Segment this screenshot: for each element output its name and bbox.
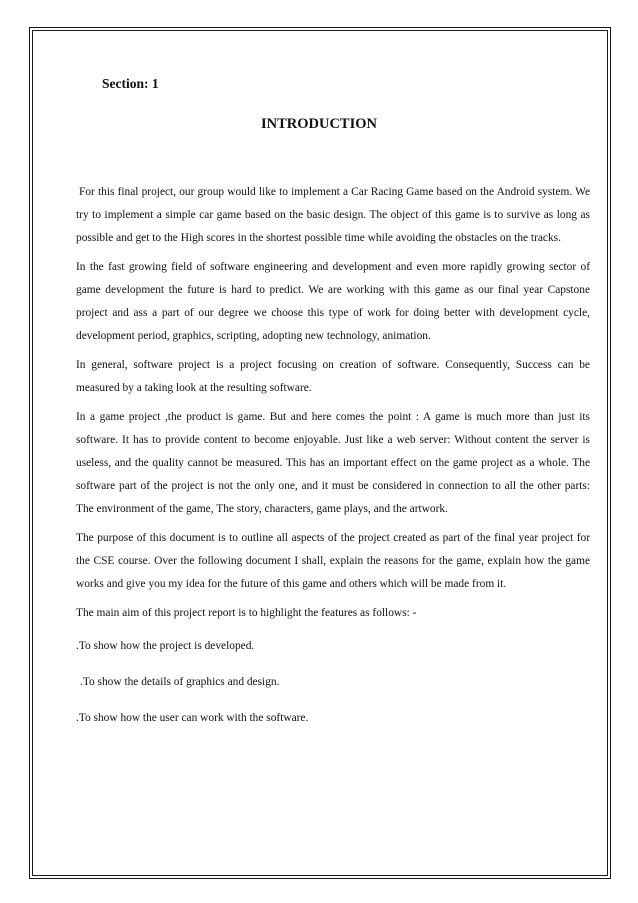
list-item: .To show how the user can work with the software.	[76, 712, 309, 724]
paragraph-field-context: In the fast growing field of software engineering and development and even more rapidly growing sector of game development the future is hard to predict. We are working with this game as our final year Capstone project and ass a part of our degree we choose this type of work for doing better with development cycle, development period, graphics, scripting, adopting new technology, animation.	[76, 261, 590, 342]
paragraph-main-aim: The main aim of this project report is to highlight the features as follows: -	[76, 607, 417, 619]
list-item: .To show the details of graphics and design.	[80, 676, 280, 688]
paragraph-software-project: In general, software project is a project focusing on creation of software. Consequently, Success can be measured by a taking look at the resulting software.	[76, 359, 590, 394]
page-title: INTRODUCTION	[260, 116, 377, 132]
body-text	[76, 181, 590, 743]
paragraph-game-project: In a game project ,the product is game. But and here comes the point : A game is much more than just its software. It has to provide content to become enjoyable. Just like a web server: Without content the server is useless, and the quality cannot be measured. This has an important effect on the game project as a whole. The software part of the project is not the only one, and it must be considered in connection to all the other parts: The environment of the game, The story, characters, game plays, and the artwork.	[76, 411, 590, 515]
paragraph-project-overview: For this final project, our group would like to implement a Car Racing Game based on the Android system. We try to implement a simple car game based on the basic design. The object of this game is to survive as long as possible and get to the High scores in the shortest possible time while avoiding the obstacles on the tracks.	[76, 186, 590, 244]
section-label: Section: 1	[102, 76, 159, 91]
paragraph-document-purpose: The purpose of this document is to outline all aspects of the project created as part of the final year project for the CSE course. Over the following document I shall, explain the reasons for the game, explain how the game works and give you my idea for the future of this game and others which will be made from it.	[76, 532, 590, 590]
list-item: .To show how the project is developed.	[76, 640, 255, 652]
